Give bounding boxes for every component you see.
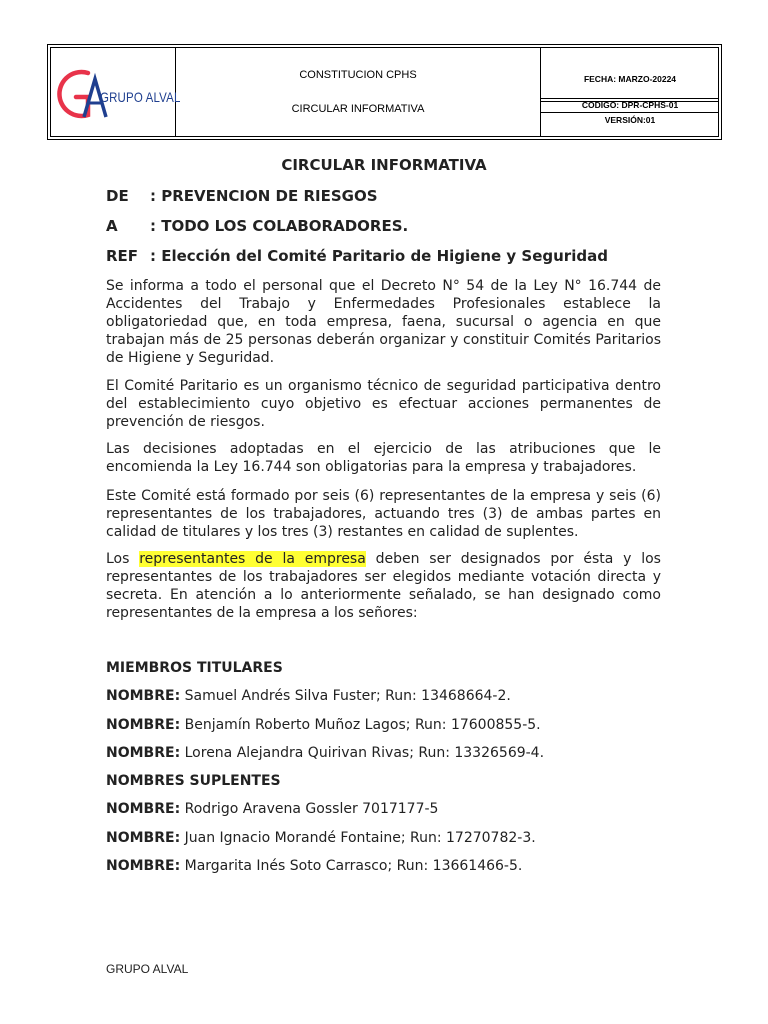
a-value: : TODO LOS COLABORADORES. xyxy=(150,217,409,235)
paragraph xyxy=(106,550,661,622)
member-name: Samuel Andrés Silva Fuster; Run: 13468664-2. xyxy=(184,688,511,704)
footer-text: GRUPO ALVAL xyxy=(106,962,189,976)
name-label: NOMBRE: xyxy=(106,688,181,704)
name-label: NOMBRE: xyxy=(106,830,181,846)
member-name: Lorena Alejandra Quirivan Rivas; Run: 13326569-4. xyxy=(184,745,545,761)
name-label: NOMBRE: xyxy=(106,858,181,874)
list-item xyxy=(106,801,438,817)
header-version: VERSIÓN:01 xyxy=(604,115,656,125)
member-name: Benjamín Roberto Muñoz Lagos; Run: 17600855-5. xyxy=(184,717,541,733)
header-code: CODIGO: DPR-CPHS-01 xyxy=(581,100,679,110)
list-item xyxy=(106,858,522,874)
ref-label: REF xyxy=(106,247,139,265)
header-divider xyxy=(540,112,718,113)
paragraph: El Comité Paritario es un organismo técnico de seguridad participativa dentro del establecimiento cuyo objetivo es efectuar acciones permanentes de prevención de riesgos. xyxy=(106,378,661,430)
list-item xyxy=(106,830,536,846)
document-title: CIRCULAR INFORMATIVA xyxy=(281,156,487,174)
member-name: Margarita Inés Soto Carrasco; Run: 13661466-5. xyxy=(184,858,523,874)
de-value: : PREVENCION DE RIESGOS xyxy=(150,187,378,205)
a-label: A xyxy=(106,217,118,235)
paragraph-start: Los xyxy=(106,551,140,567)
name-label: NOMBRE: xyxy=(106,717,181,733)
member-name: Rodrigo Aravena Gossler 7017177-5 xyxy=(184,801,439,817)
titulares-heading: MIEMBROS TITULARES xyxy=(106,660,283,676)
list-item xyxy=(106,688,511,704)
logo-text: GRUPO ALVAL xyxy=(100,89,181,105)
paragraph: Este Comité está formado por seis (6) representantes de la empresa y seis (6) representantes de los trabajadores, actuando tres (3) de ambas partes en calidad de titulares y los tres (3) restantes en calidad de suplentes. xyxy=(106,488,661,540)
header-subtitle: CIRCULAR INFORMATIVA xyxy=(291,103,425,115)
highlighted-text: representantes de la empresa xyxy=(139,551,366,567)
company-logo xyxy=(54,55,181,131)
ref-value: : Elección del Comité Paritario de Higiene y Seguridad xyxy=(150,247,608,265)
member-name: Juan Ignacio Morandé Fontaine; Run: 17270782-3. xyxy=(184,830,536,846)
de-label: DE xyxy=(106,187,129,205)
paragraph-rest: deben ser designados por ésta y los representantes de los trabajadores ser elegidos mediante votación directa y secreta. En atención a lo anteriormente señalado, se han designado como representantes de la empresa a los señores: xyxy=(106,551,661,621)
name-label: NOMBRE: xyxy=(106,801,181,817)
name-label: NOMBRE: xyxy=(106,745,181,761)
document-header xyxy=(47,44,722,140)
list-item xyxy=(106,717,541,733)
header-date: FECHA: MARZO-20224 xyxy=(583,74,677,84)
paragraph: Las decisiones adoptadas en el ejercicio de las atribuciones que le encomienda la Ley 16.744 son obligatorias para la empresa y trabajadores. xyxy=(106,441,661,475)
suplentes-heading: NOMBRES SUPLENTES xyxy=(106,773,281,789)
list-item xyxy=(106,745,544,761)
header-divider xyxy=(540,98,718,99)
header-title: CONSTITUCION CPHS xyxy=(299,69,417,81)
paragraph: Se informa a todo el personal que el Decreto N° 54 de la Ley N° 16.744 de Accidentes del Trabajo y Enfermedades Profesionales establece la obligatoriedad que, en toda empresa, faena, sucursal o agencia en que trabajan más de 25 personas deberán organizar y constituir Comités Paritarios de Higiene y Seguridad. xyxy=(106,278,661,366)
